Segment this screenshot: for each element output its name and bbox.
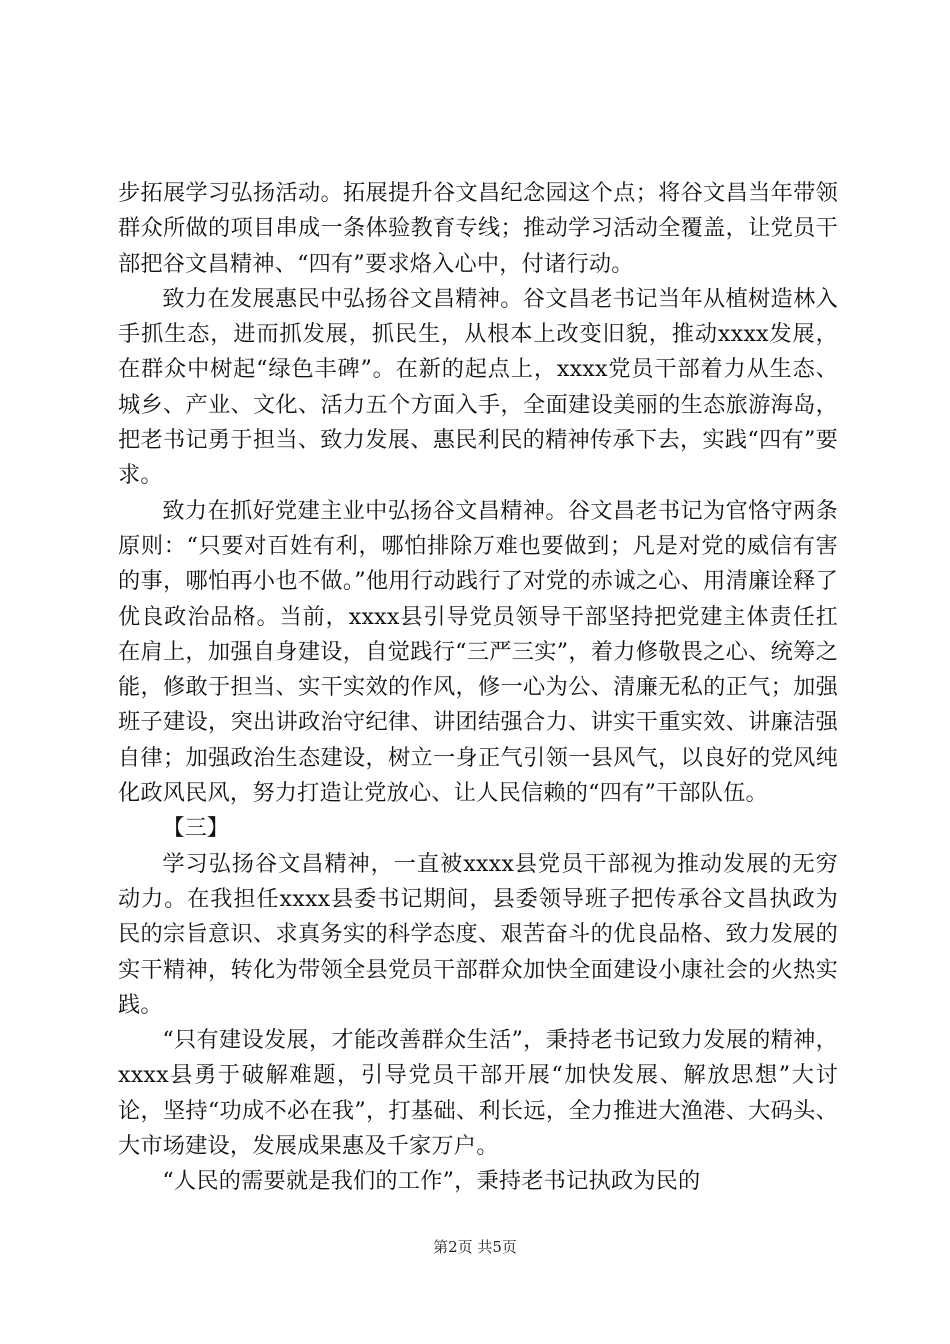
- paragraph-construction: “只有建设发展，才能改善群众生活”，秉持老书记致力发展的精神，xxxx县勇于破解难题，引导党员干部开展“加快发展、解放思想”大讨论，坚持“功成不必在我”，打基础、利长远，全力推进大渔港、大码头、大市场建设，发展成果惠及千家万户。: [118, 1027, 838, 1160]
- page-number-footer: 第2页 共5页: [433, 1238, 517, 1256]
- paragraph-people-needs: “人民的需要就是我们的工作”，秉持老书记执政为民的: [162, 1168, 701, 1195]
- paragraph-party-building: 致力在抓好党建主业中弘扬谷文昌精神。谷文昌老书记为官恪守两条原则：“只要对百姓有利，哪怕排除万难也要做到；凡是对党的威信有害的事，哪怕再小也不做。”他用行动践行了对党的赤诚之心、用清廉诠释了优良政治品格。当前，xxxx县引导党员领导干部坚持把党建主体责任扛在肩上，加强自身建设，自觉践行“三严三实”，着力修敬畏之心、统筹之能，修敢于担当、实干实效的作风，修一心为公、清廉无私的正气；加强班子建设，突出讲政治守纪律、讲团结强合力、讲实干重实效、讲廉洁强自律；加强政治生态建设，树立一身正气引领一县风气，以良好的党风纯化政风民风，努力打造让党放心、让人民信赖的“四有”干部队伍。: [118, 497, 838, 807]
- paragraph-learning: 学习弘扬谷文昌精神，一直被xxxx县党员干部视为推动发展的无穷动力。在我担任xxxx县委书记期间，县委领导班子把传承谷文昌执政为民的宗旨意识、求真务实的科学态度、艰苦奋斗的优良品格、致力发展的实干精神，转化为带领全县党员干部群众加快全面建设小康社会的火热实践。: [118, 850, 838, 1018]
- section-heading: 【三】: [162, 815, 229, 842]
- paragraph-development: 致力在发展惠民中弘扬谷文昌精神。谷文昌老书记当年从植树造林入手抓生态，进而抓发展，抓民生，从根本上改变旧貌，推动xxxx发展，在群众中树起“绿色丰碑”。在新的起点上，xxxx党员干部着力从生态、城乡、产业、文化、活力五个方面入手，全面建设美丽的生态旅游海岛，把老书记勇于担当、致力发展、惠民利民的精神传承下去，实践“四有”要求。: [118, 285, 838, 489]
- document-body: [118, 176, 838, 1200]
- paragraph-continuation: 步拓展学习弘扬活动。拓展提升谷文昌纪念园这个点；将谷文昌当年带领群众所做的项目串成一条体验教育专线；推动学习活动全覆盖，让党员干部把谷文昌精神、“四有”要求烙入心中，付诸行动。: [118, 180, 838, 277]
